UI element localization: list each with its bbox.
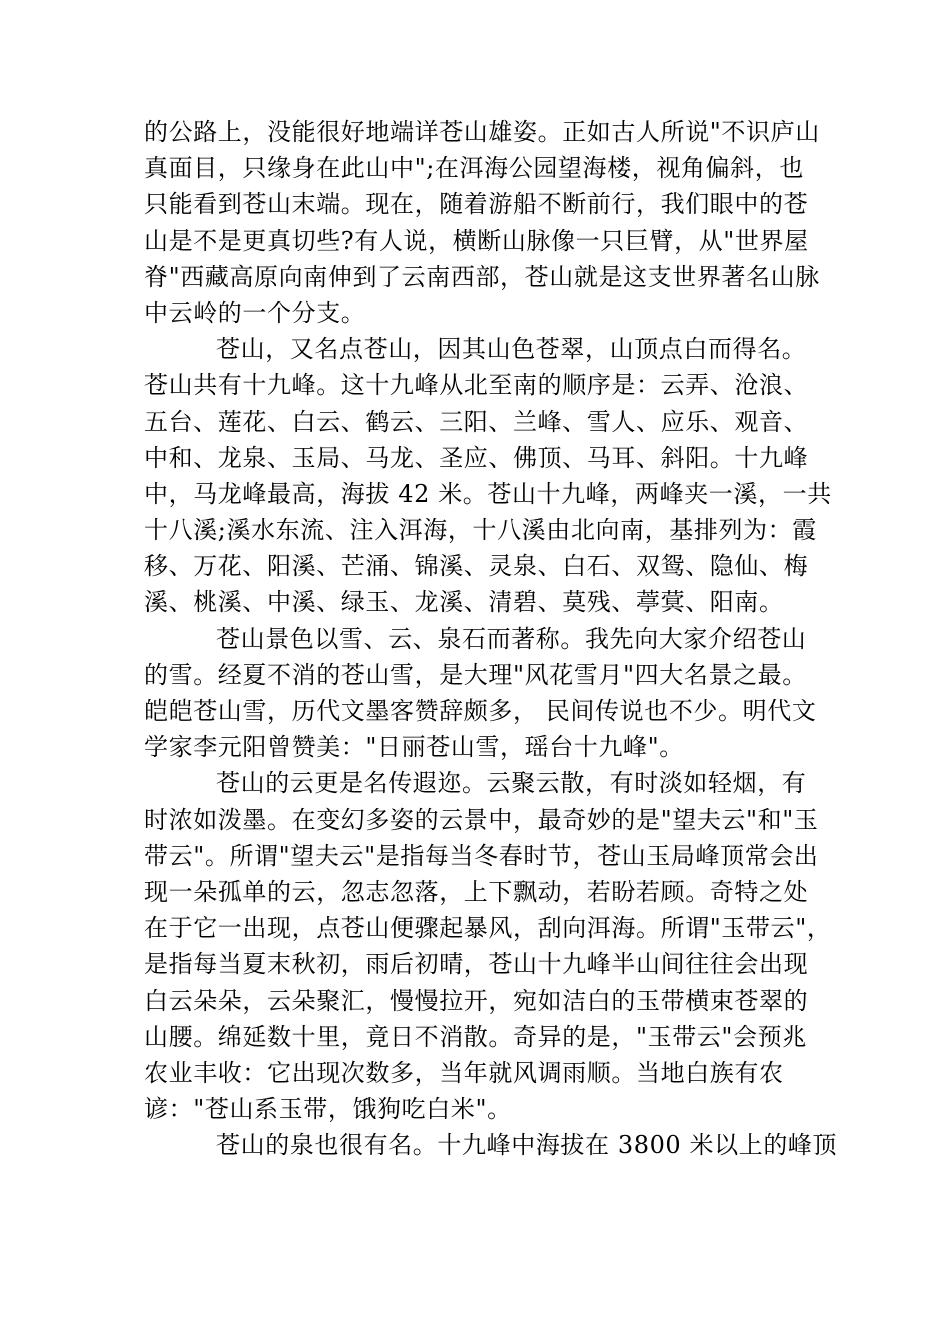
text-line: 是指每当夏末秋初，雨后初晴，苍山十九峰半山间往往会出现 — [144, 950, 809, 979]
text-line: 溪、桃溪、中溪、绿玉、龙溪、清碧、莫残、葶蓂、阳南。 — [144, 588, 784, 617]
text-line: 中云岭的一个分支。 — [144, 298, 366, 327]
text-line: 山腰。绵延数十里，竟日不消散。奇异的是，"玉带云"会预兆 — [144, 1022, 807, 1051]
text-line: 现一朵孤单的云，忽志忽落，上下飘动，若盼若顾。奇特之处 — [144, 877, 809, 906]
text-line: 中，马龙峰最高，海拔 42 米。苍山十九峰，两峰夹一溪，一共 — [144, 479, 832, 508]
text-line: 苍山，又名点苍山，因其山色苍翠，山顶点白而得名。 — [216, 335, 807, 364]
paragraph — [144, 765, 832, 1127]
text-line: 的雪。经夏不消的苍山雪，是大理"风花雪月"四大名景之最。 — [144, 660, 807, 689]
paragraph — [144, 1127, 838, 1163]
text-line: 苍山共有十九峰。这十九峰从北至南的顺序是：云弄、沧浪、 — [144, 371, 809, 400]
text-line: 白云朵朵，云朵聚汇，慢慢拉开，宛如洁白的玉带横束苍翠的 — [144, 986, 809, 1015]
text-line: 十八溪;溪水东流、注入洱海，十八溪由北向南，基排列为：霞 — [144, 516, 817, 545]
text-line: 苍山景色以雪、云、泉石而著称。我先向大家介绍苍山 — [216, 624, 807, 653]
paragraph — [144, 114, 820, 331]
text-line: 农业丰收：它出现次数多，当年就风调雨顺。当地白族有农 — [144, 1058, 784, 1087]
paragraph — [144, 331, 832, 621]
text-line: 在于它一出现，点苍山便骤起暴风，刮向洱海。所谓"玉带云"， — [144, 914, 832, 943]
text-line: 移、万花、阳溪、芒涌、锦溪、灵泉、白石、双鸳、隐仙、梅 — [144, 552, 809, 581]
text-line: 五台、莲花、白云、鹤云、三阳、兰峰、雪人、应乐、观音、 — [144, 407, 809, 436]
text-line: 带云"。所谓"望夫云"是指每当冬春时节，苍山玉局峰顶常会出 — [144, 841, 819, 870]
document-body-text — [144, 114, 838, 1163]
text-line: 中和、龙泉、玉局、马龙、圣应、佛顶、马耳、斜阳。十九峰 — [144, 443, 809, 472]
text-line: 只能看到苍山末端。现在，随着游船不断前行，我们眼中的苍 — [144, 190, 809, 219]
text-line: 苍山的泉也很有名。十九峰中海拔在 3800 米以上的峰顶 — [216, 1131, 838, 1160]
text-line: 苍山的云更是名传遐迩。云聚云散，有时淡如轻烟，有 — [216, 769, 807, 798]
text-line: 皑皑苍山雪，历代文墨客赞辞颇多， 民间传说也不少。明代文 — [144, 697, 817, 725]
text-line: 谚："苍山系玉带，饿狗吃白米"。 — [144, 1095, 512, 1124]
text-line: 的公路上，没能很好地端详苍山雄姿。正如古人所说"不识庐山 — [144, 118, 820, 146]
text-line: 脊"西藏高原向南伸到了云南西部，苍山就是这支世界著名山脉 — [144, 262, 820, 291]
text-line: 山是不是更真切些?有人说，横断山脉像一只巨臂，从"世界屋 — [144, 226, 809, 255]
text-line: 真面目，只缘身在此山中";在洱海公园望海楼，视角偏斜，也 — [144, 154, 804, 183]
text-line: 学家李元阳曾赞美："日丽苍山雪，瑶台十九峰"。 — [144, 733, 684, 762]
paragraph — [144, 621, 817, 766]
text-line: 时浓如泼墨。在变幻多姿的云景中，最奇妙的是"望夫云"和"玉 — [144, 805, 819, 834]
